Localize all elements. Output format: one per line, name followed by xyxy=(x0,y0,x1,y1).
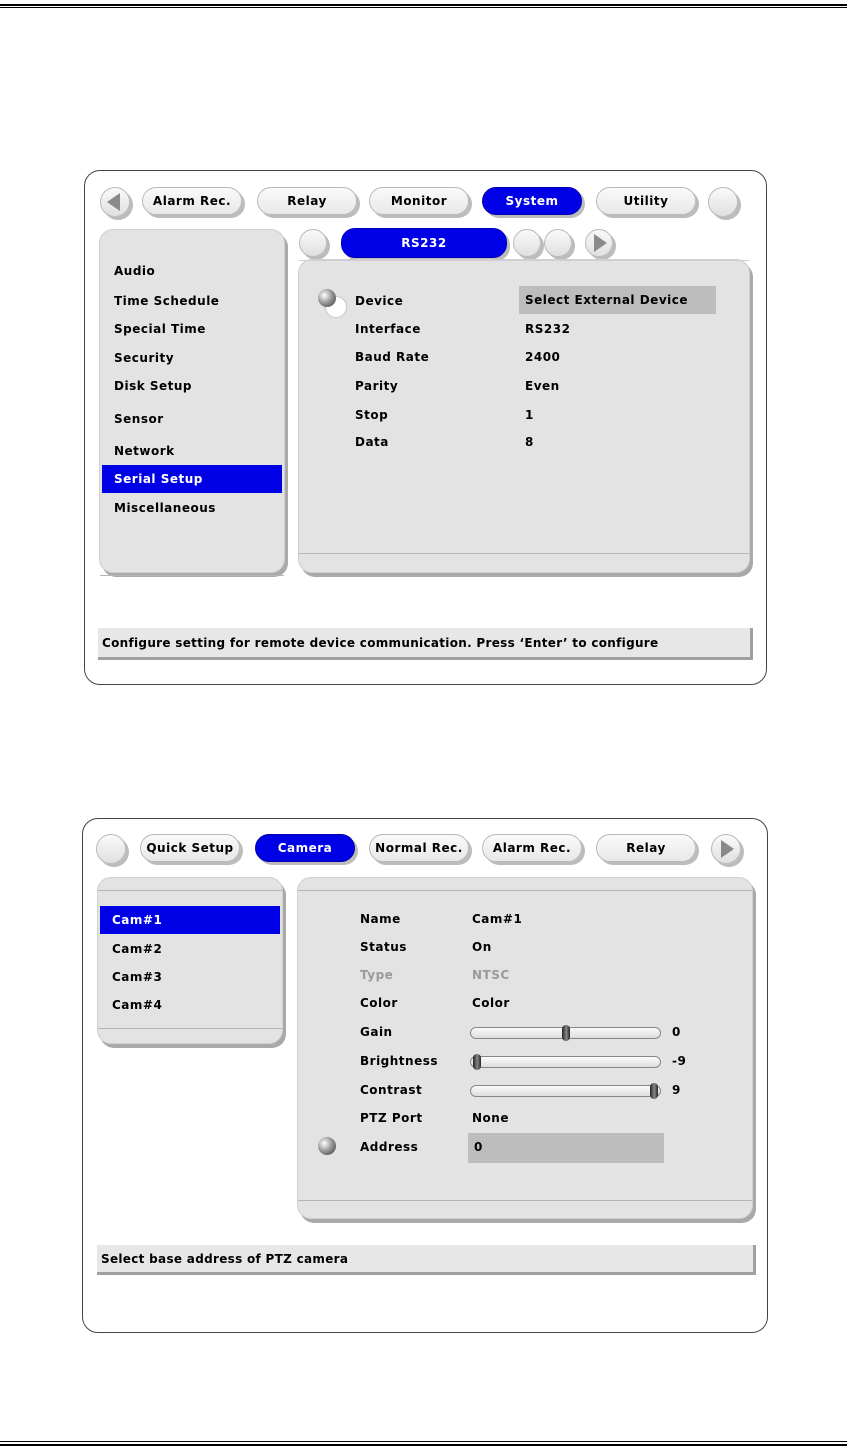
slider-label-gain: Gain xyxy=(360,1025,393,1039)
field-value-baud-rate[interactable]: 2400 xyxy=(525,350,561,364)
field-value-interface[interactable]: RS232 xyxy=(525,322,571,336)
cursor-ball-icon xyxy=(318,1137,336,1155)
tab-alarm-rec[interactable]: Alarm Rec. xyxy=(142,187,242,215)
camera-item-cam3[interactable]: Cam#3 xyxy=(112,969,163,984)
status-bar: Configure setting for remote device communication. Press ‘Enter’ to configure xyxy=(98,628,753,660)
field-label-color: Color xyxy=(360,996,398,1010)
tab-monitor[interactable]: Monitor xyxy=(369,187,469,215)
field-value-parity[interactable]: Even xyxy=(525,379,560,393)
prev-tab-button[interactable] xyxy=(96,834,126,864)
camera-settings-panel xyxy=(297,877,753,1219)
field-value-name[interactable]: Cam#1 xyxy=(472,912,523,926)
serial-settings-panel xyxy=(298,259,750,573)
field-label-name: Name xyxy=(360,912,401,926)
tab-normal-rec[interactable]: Normal Rec. xyxy=(369,834,469,862)
slider-label-brightness: Brightness xyxy=(360,1054,439,1068)
subtab-next-button[interactable] xyxy=(585,229,613,257)
field-value-color[interactable]: Color xyxy=(472,996,510,1010)
field-label-baud-rate: Baud Rate xyxy=(355,350,430,364)
field-label-type: Type xyxy=(360,968,394,982)
field-label-status: Status xyxy=(360,940,407,954)
cursor-ball-icon xyxy=(318,289,336,307)
menu-item-serial-setup[interactable]: Serial Setup xyxy=(102,465,282,493)
menu-item-security[interactable]: Security xyxy=(114,350,175,365)
subtab-blank-1[interactable] xyxy=(513,229,541,257)
field-value-status[interactable]: On xyxy=(472,940,492,954)
field-value-stop[interactable]: 1 xyxy=(525,408,534,422)
prev-tab-button[interactable] xyxy=(100,187,130,217)
system-serial-setup-screen xyxy=(84,170,767,685)
slider-value-brightness: -9 xyxy=(672,1054,687,1068)
slider-label-contrast: Contrast xyxy=(360,1083,423,1097)
page-top-rule xyxy=(0,4,847,6)
field-value-type: NTSC xyxy=(472,968,510,982)
field-value-device[interactable]: Select External Device xyxy=(519,286,716,314)
tab-relay[interactable]: Relay xyxy=(257,187,357,215)
field-label-interface: Interface xyxy=(355,322,421,336)
menu-item-miscellaneous[interactable]: Miscellaneous xyxy=(114,500,216,515)
field-value-ptz-port[interactable]: None xyxy=(472,1111,509,1125)
left-arrow-icon xyxy=(107,193,120,211)
camera-setup-screen xyxy=(82,818,768,1333)
field-label-data: Data xyxy=(355,435,389,449)
right-arrow-icon xyxy=(594,234,607,252)
page-bottom-rule xyxy=(0,1441,847,1442)
camera-list-panel xyxy=(97,877,283,1044)
camera-item-cam4[interactable]: Cam#4 xyxy=(112,997,163,1012)
slider-value-contrast: 9 xyxy=(672,1083,681,1097)
tab-system[interactable]: System xyxy=(482,187,582,215)
right-arrow-icon xyxy=(721,840,734,858)
menu-item-audio[interactable]: Audio xyxy=(114,263,156,278)
menu-item-special-time[interactable]: Special Time xyxy=(114,321,206,336)
field-label-device: Device xyxy=(355,294,404,308)
subtab-rs232[interactable]: RS232 xyxy=(341,228,507,258)
field-label-ptz-port: PTZ Port xyxy=(360,1111,423,1125)
next-tab-button[interactable] xyxy=(711,834,741,864)
gain-slider-thumb[interactable] xyxy=(562,1025,570,1041)
slider-value-gain: 0 xyxy=(672,1025,681,1039)
menu-item-time-schedule[interactable]: Time Schedule xyxy=(114,293,220,308)
subtab-blank-2[interactable] xyxy=(544,229,572,257)
camera-item-cam2[interactable]: Cam#2 xyxy=(112,941,163,956)
contrast-slider[interactable] xyxy=(470,1085,661,1097)
contrast-slider-thumb[interactable] xyxy=(650,1083,658,1099)
gain-slider[interactable] xyxy=(470,1027,661,1039)
tab-quick-setup[interactable]: Quick Setup xyxy=(140,834,240,862)
menu-item-network[interactable]: Network xyxy=(114,443,175,458)
field-label-stop: Stop xyxy=(355,408,389,422)
tab-relay[interactable]: Relay xyxy=(596,834,696,862)
menu-item-disk-setup[interactable]: Disk Setup xyxy=(114,378,193,393)
brightness-slider-thumb[interactable] xyxy=(473,1054,481,1070)
system-menu-panel xyxy=(99,229,285,573)
field-label-parity: Parity xyxy=(355,379,399,393)
tab-alarm-rec[interactable]: Alarm Rec. xyxy=(482,834,582,862)
camera-item-cam1[interactable]: Cam#1 xyxy=(100,906,280,934)
tab-utility[interactable]: Utility xyxy=(596,187,696,215)
tab-camera[interactable]: Camera xyxy=(255,834,355,862)
field-value-data[interactable]: 8 xyxy=(525,435,534,449)
menu-item-sensor[interactable]: Sensor xyxy=(114,411,164,426)
field-label-address: Address xyxy=(360,1140,419,1154)
field-value-address[interactable]: 0 xyxy=(468,1133,664,1163)
brightness-slider[interactable] xyxy=(470,1056,661,1068)
status-bar: Select base address of PTZ camera xyxy=(97,1245,756,1275)
next-tab-button[interactable] xyxy=(708,187,738,217)
subtab-prev-button[interactable] xyxy=(299,229,327,257)
